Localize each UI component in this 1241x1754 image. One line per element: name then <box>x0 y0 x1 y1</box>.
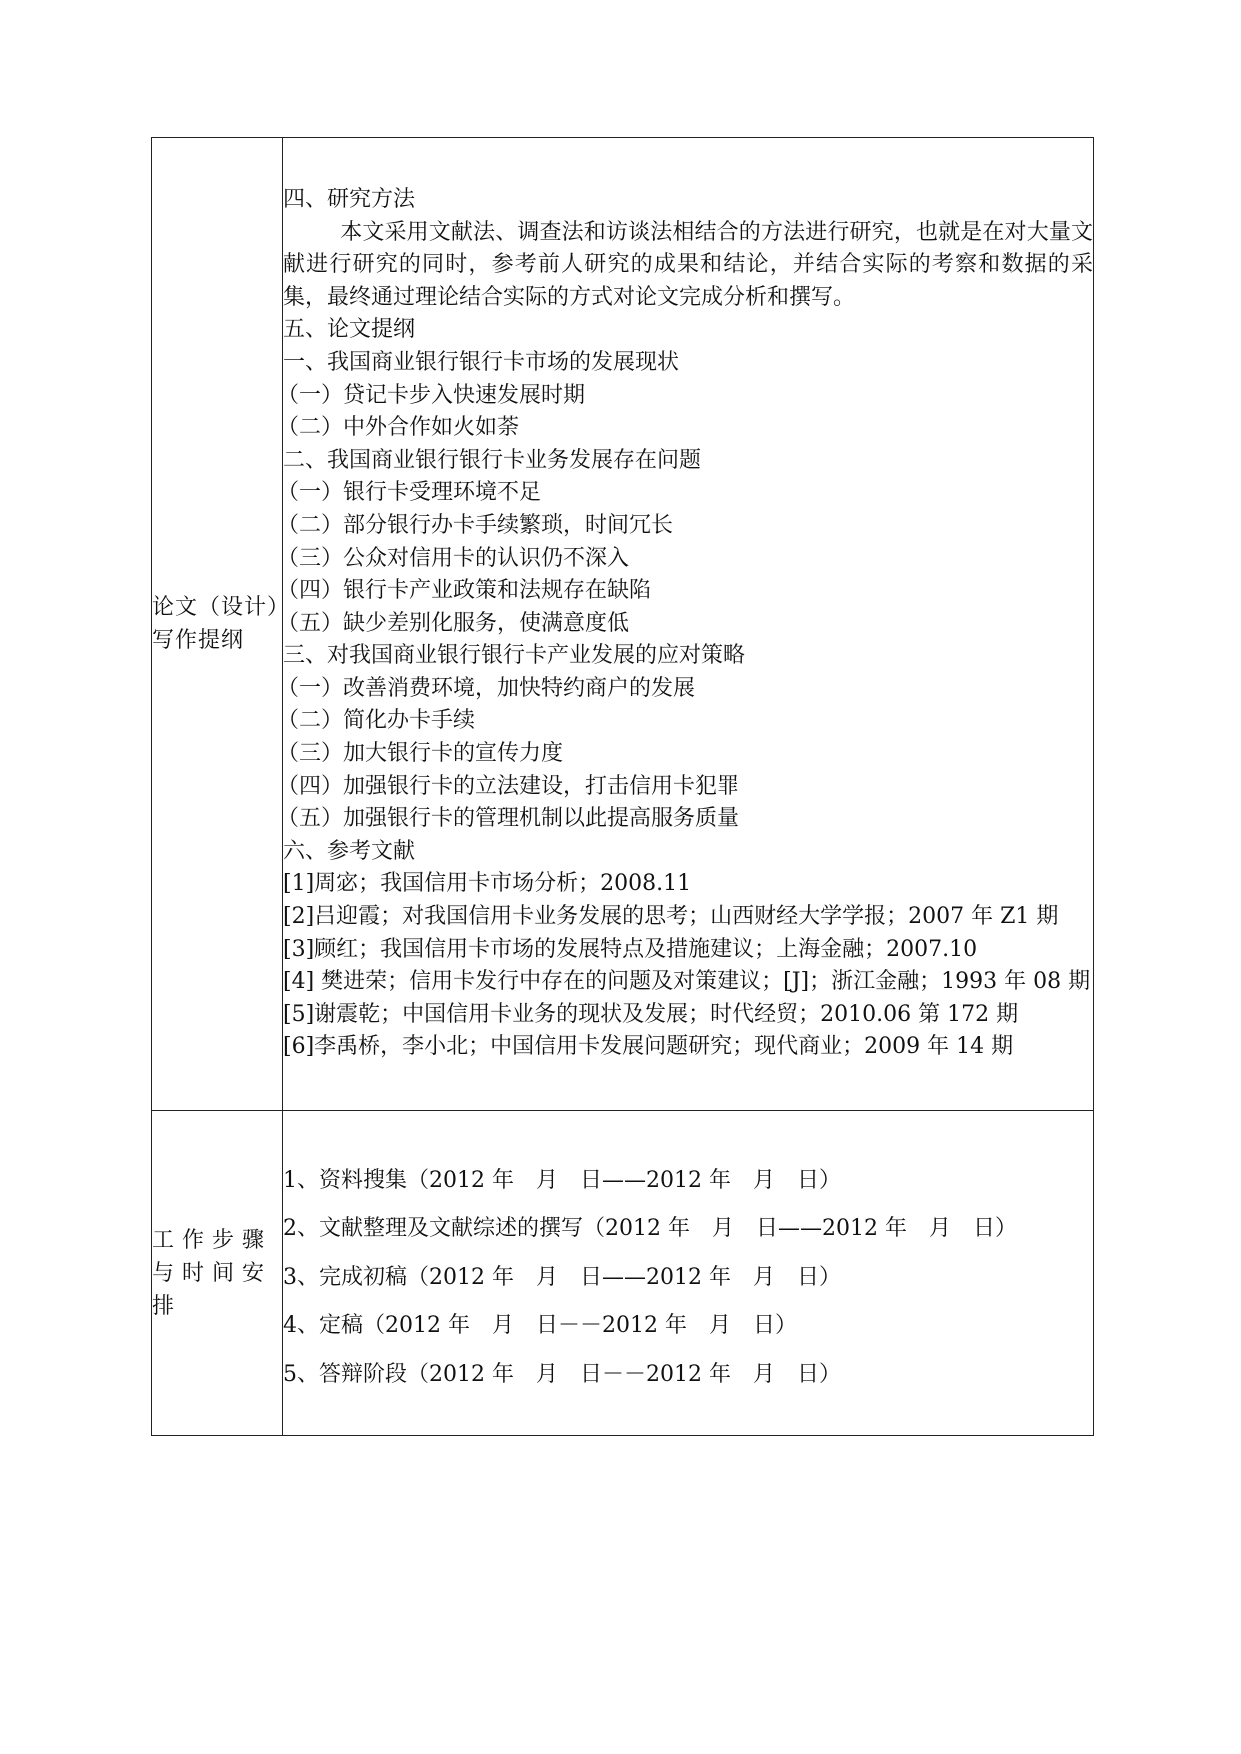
reference-item: [5]谢震乾；中国信用卡业务的现状及发展；时代经贸；2010.06 第 172 期 <box>283 1001 1019 1027</box>
outline-item: （一）改善消费环境，加快特约商户的发展 <box>277 675 696 701</box>
step-item: 4、定稿（2012 年 月 日－－2012 年 月 日） <box>283 1313 797 1339</box>
outline-item: （二）部分银行办卡手续繁琐，时间冗长 <box>277 512 674 538</box>
methods-paragraph: 本文采用文献法、调查法和访谈法相结合的方法进行研究，也就是在对大量文献进行研究的同时，参考前人研究的成果和结论，并结合实际的考察和数据的采集，最终通过理论结合实际的方式对论文完成分析和撰写。 <box>283 219 1093 310</box>
section-heading-methods: 四、研究方法 <box>283 186 416 212</box>
outline-item: （五）缺少差别化服务，使满意度低 <box>277 610 630 636</box>
outline-item: （五）加强银行卡的管理机制以此提高服务质量 <box>277 806 740 832</box>
reference-item: [1]周宓；我国信用卡市场分析；2008.11 <box>283 871 692 897</box>
step-item: 3、完成初稿（2012 年 月 日——2012 年 月 日） <box>283 1264 841 1290</box>
step-item: 5、答辩阶段（2012 年 月 日－－2012 年 月 日） <box>283 1361 841 1387</box>
outline-item: （三）公众对信用卡的认识仍不深入 <box>277 545 630 571</box>
outline-item: （二）简化办卡手续 <box>277 708 476 734</box>
section-heading-outline: 五、论文提纲 <box>283 317 416 343</box>
reference-item: [4] 樊进荣；信用卡发行中存在的问题及对策建议；[J]；浙江金融；1993 年 08 期 <box>283 969 1091 995</box>
outline-item: （四）加强银行卡的立法建设，打击信用卡犯罪 <box>277 773 740 799</box>
outline-content-cell <box>277 138 1094 1111</box>
steps-content-cell <box>283 1111 1094 1436</box>
outline-item: （一）贷记卡步入快速发展时期 <box>277 382 586 408</box>
step-item: 2、文献整理及文献综述的撰写（2012 年 月 日——2012 年 月 日） <box>283 1216 1017 1242</box>
outline-label-cell <box>152 138 283 1111</box>
outline-item: （四）银行卡产业政策和法规存在缺陷 <box>277 578 652 604</box>
reference-item: [6]李禹桥，李小北；中国信用卡发展问题研究；现代商业；2009 年 14 期 <box>283 1034 1014 1060</box>
proposal-form-table <box>151 137 1094 1436</box>
outline-item: （一）银行卡受理环境不足 <box>277 480 542 506</box>
section-heading-references: 六、参考文献 <box>283 838 416 864</box>
outline-row <box>152 138 1094 1111</box>
outline-chapter-2: 二、我国商业银行银行卡业务发展存在问题 <box>283 447 702 473</box>
outline-chapter-3: 三、对我国商业银行银行卡产业发展的应对策略 <box>283 643 746 669</box>
reference-item: [2]吕迎霞；对我国信用卡业务发展的思考；山西财经大学学报；2007 年 Z1 期 <box>283 904 1059 930</box>
outline-content <box>277 184 1093 1064</box>
outline-label: 论文（设计）写作提纲 <box>152 595 280 653</box>
steps-list <box>283 1147 1093 1400</box>
steps-label-cell <box>152 1111 283 1436</box>
outline-item: （三）加大银行卡的宣传力度 <box>277 741 564 767</box>
steps-row <box>152 1111 1094 1436</box>
outline-chapter-1: 一、我国商业银行银行卡市场的发展现状 <box>283 349 680 375</box>
step-item: 1、资料搜集（2012 年 月 日——2012 年 月 日） <box>283 1167 841 1193</box>
reference-item: [3]顾红；我国信用卡市场的发展特点及措施建议；上海金融；2007.10 <box>283 936 978 962</box>
outline-item: （二）中外合作如火如荼 <box>277 415 520 441</box>
steps-label: 工作步骤与时间安排 <box>152 1227 273 1319</box>
